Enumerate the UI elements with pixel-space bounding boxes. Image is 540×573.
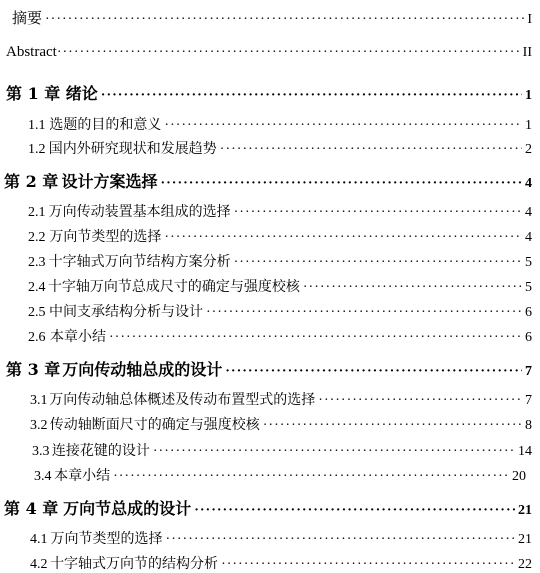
section-number: 2.6 <box>28 330 46 345</box>
toc-leader-dots <box>113 469 509 485</box>
toc-section-3-1[interactable] <box>30 389 532 409</box>
toc-page-number: 2 <box>525 142 532 157</box>
chapter-label: 第 2 章 <box>4 172 59 191</box>
section-number: 3.1 <box>30 393 48 408</box>
toc-section-2-5[interactable] <box>28 301 532 321</box>
toc-page-number: 14 <box>518 444 532 459</box>
toc-page-number: 7 <box>525 364 532 379</box>
toc-leader-dots <box>160 176 522 192</box>
section-title: 连接花键的设计 <box>51 443 150 459</box>
toc-page-number: 1 <box>525 118 532 133</box>
toc-section-3-3[interactable] <box>32 440 532 460</box>
chapter-label: 第 1 章 <box>6 84 61 103</box>
toc-section-2-3[interactable] <box>28 251 532 271</box>
section-title: 万向传动装置基本组成的选择 <box>48 204 231 220</box>
toc-chapter-4[interactable] <box>4 496 532 519</box>
toc-page-number: 21 <box>518 503 532 518</box>
toc-leader-dots <box>263 418 522 434</box>
toc-page-number: 5 <box>525 280 532 295</box>
chapter-label: 第 4 章 <box>4 499 59 518</box>
toc-leader-dots <box>234 205 522 221</box>
section-title: 国内外研究现状和发展趋势 <box>48 141 217 157</box>
toc-leader-dots <box>206 305 522 321</box>
section-number: 4.1 <box>30 532 48 547</box>
chapter-label: 第 3 章 <box>6 360 61 379</box>
toc-section-3-2[interactable] <box>30 414 532 434</box>
toc-page-number: 22 <box>518 557 532 572</box>
section-number: 3.4 <box>34 469 52 484</box>
toc-section-2-1[interactable] <box>28 201 532 221</box>
toc-leader-dots <box>101 88 522 104</box>
section-number: 2.3 <box>28 255 46 270</box>
section-title: 本章小结 <box>50 329 106 345</box>
section-title: 本章小结 <box>54 468 111 484</box>
toc-page-number: 5 <box>525 255 532 270</box>
toc-chapter-1[interactable] <box>6 81 532 104</box>
section-number: 4.2 <box>30 557 48 572</box>
section-number: 2.1 <box>28 205 46 220</box>
toc-page-number: II <box>522 45 532 60</box>
toc-chapter-3[interactable] <box>6 357 532 380</box>
chapter-title: 万向传动轴总成的设计 <box>62 360 223 379</box>
toc-section-1-2[interactable] <box>28 138 532 158</box>
toc-section-3-4[interactable] <box>34 465 526 485</box>
toc-leader-dots <box>164 230 522 246</box>
toc-entry-abstract-cn[interactable] <box>12 7 532 28</box>
section-number: 2.4 <box>28 280 46 295</box>
toc-leader-dots <box>166 532 515 548</box>
section-title: 传动轴断面尺寸的确定与强度校核 <box>49 417 260 433</box>
section-title: 十字轴式万向节的结构分析 <box>50 556 219 572</box>
toc-section-2-4[interactable] <box>28 276 532 296</box>
toc-section-4-2[interactable] <box>30 553 532 573</box>
section-number: 1.2 <box>28 142 46 157</box>
toc-page-number: 4 <box>525 205 532 220</box>
toc-section-2-2[interactable] <box>28 226 532 246</box>
section-number: 2.2 <box>28 230 46 245</box>
section-title: 万向节类型的选择 <box>49 229 162 245</box>
toc-leader-dots <box>318 393 522 409</box>
toc-leader-dots <box>109 330 522 346</box>
toc-page-number: 6 <box>525 330 532 345</box>
chapter-title: 设计方案选择 <box>61 172 158 191</box>
toc-leader-dots <box>303 280 522 296</box>
toc-page-number: 4 <box>525 230 532 245</box>
toc-leader-dots <box>194 503 515 519</box>
toc-page-number: 21 <box>518 532 532 547</box>
toc-leader-dots <box>220 142 522 158</box>
toc-leader-dots <box>225 364 522 380</box>
toc-entry-abstract-en[interactable] <box>6 44 532 61</box>
toc-page-number: 20 <box>512 469 526 484</box>
toc-leader-dots <box>57 45 520 61</box>
section-number: 3.2 <box>30 418 48 433</box>
toc-leader-dots <box>45 12 524 28</box>
toc-leader-dots <box>153 444 515 460</box>
toc-section-4-1[interactable] <box>30 528 532 548</box>
toc-entry-title: Abstract <box>6 44 57 60</box>
toc-section-2-6[interactable] <box>28 326 532 346</box>
section-title: 十字轴万向节总成尺寸的确定与强度校核 <box>47 279 300 295</box>
section-title: 万向节类型的选择 <box>50 531 163 547</box>
toc-leader-dots <box>221 557 515 573</box>
section-number: 1.1 <box>28 118 46 133</box>
section-number: 3.3 <box>32 444 50 459</box>
chapter-title: 绪论 <box>65 84 98 103</box>
toc-page-number: 1 <box>525 88 532 103</box>
toc-page-number: I <box>527 12 532 27</box>
toc-section-1-1[interactable] <box>28 114 532 134</box>
toc-page-number: 8 <box>525 418 532 433</box>
toc-entry-title: 摘要 <box>12 9 43 27</box>
toc-page-number: 6 <box>525 305 532 320</box>
chapter-title: 万向节总成的设计 <box>63 499 192 518</box>
toc-leader-dots <box>234 255 522 271</box>
toc-page-number: 4 <box>525 176 532 191</box>
toc-page-number: 7 <box>525 393 532 408</box>
section-title: 十字轴式万向节结构方案分析 <box>48 254 231 270</box>
toc-chapter-2[interactable] <box>4 169 532 192</box>
section-title: 选题的目的和意义 <box>49 117 162 133</box>
section-title: 中间支承结构分析与设计 <box>48 304 203 320</box>
toc-leader-dots <box>164 118 522 134</box>
section-title: 万向传动轴总体概述及传动布置型式的选择 <box>49 392 316 408</box>
section-number: 2.5 <box>28 305 46 320</box>
